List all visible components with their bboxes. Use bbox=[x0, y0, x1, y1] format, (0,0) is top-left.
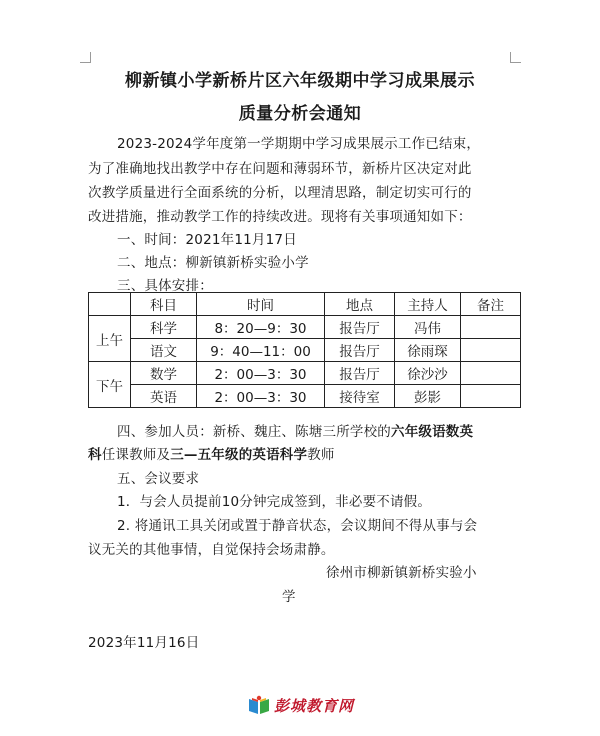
requirements-heading: 五、会议要求 bbox=[117, 471, 200, 487]
table-row bbox=[89, 339, 521, 362]
cell-note bbox=[461, 385, 521, 408]
watermark-logo bbox=[248, 694, 354, 716]
header-period bbox=[89, 293, 131, 316]
cell-note bbox=[461, 362, 521, 385]
signature-org-line2: 学 bbox=[282, 589, 296, 605]
item-time: 一、时间：2021年11月17日 bbox=[117, 232, 297, 248]
cell-place: 报告厅 bbox=[325, 339, 395, 362]
notice-title-line2: 质量分析会通知 bbox=[238, 104, 362, 124]
participants-bold-subject: 科 bbox=[88, 447, 102, 463]
cell-host: 冯伟 bbox=[395, 316, 461, 339]
item-arrangement: 三、具体安排： bbox=[117, 278, 213, 294]
cell-subject: 英语 bbox=[131, 385, 197, 408]
requirement-2-line1: 2. 将通讯工具关闭或置于静音状态，会议期间不得从事与会 bbox=[117, 518, 478, 534]
table-row bbox=[89, 316, 521, 339]
watermark-text: 彭城教育网 bbox=[274, 696, 355, 715]
cell-time: 9：40—11：00 bbox=[197, 339, 325, 362]
header-place: 地点 bbox=[325, 293, 395, 316]
header-host: 主持人 bbox=[395, 293, 461, 316]
notice-title-line1: 柳新镇小学新桥片区六年级期中学习成果展示 bbox=[125, 71, 475, 91]
cell-place: 报告厅 bbox=[325, 316, 395, 339]
intro-line3: 次教学质量进行全面系统的分析，以理清思路，制定切实可行的 bbox=[88, 185, 472, 201]
cell-subject: 语文 bbox=[131, 339, 197, 362]
participants-label: 四、参加人员：新桥、魏庄、陈塘三所学校的 bbox=[117, 424, 391, 440]
cell-subject: 科学 bbox=[131, 316, 197, 339]
signature-org-line1: 徐州市柳新镇新桥实验小 bbox=[326, 565, 477, 581]
requirement-2-line2: 议无关的其他事情，自觉保持会场肃静。 bbox=[88, 542, 335, 558]
cell-note bbox=[461, 316, 521, 339]
header-subject: 科目 bbox=[131, 293, 197, 316]
cell-host: 彭影 bbox=[395, 385, 461, 408]
participants-mid: 任课教师及 bbox=[101, 447, 171, 463]
table-row bbox=[89, 362, 521, 385]
participants-bold-grades: 三—五年级的英语科学 bbox=[170, 447, 308, 463]
intro-line1: 2023-2024学年度第一学期期中学习成果展示工作已结束， bbox=[117, 136, 481, 152]
period-afternoon: 下午 bbox=[89, 362, 131, 408]
cell-subject: 数学 bbox=[131, 362, 197, 385]
table-row bbox=[89, 385, 521, 408]
participants-bold-grade: 六年级语数英 bbox=[391, 424, 474, 440]
cell-time: 8：20—9：30 bbox=[197, 316, 325, 339]
intro-line4: 改进措施，推动教学工作的持续改进。现将有关事项通知如下： bbox=[88, 209, 472, 225]
cell-time: 2：00—3：30 bbox=[197, 385, 325, 408]
signature-date: 2023年11月16日 bbox=[88, 635, 200, 651]
book-icon bbox=[248, 695, 270, 715]
item-place: 二、地点：柳新镇新桥实验小学 bbox=[117, 255, 309, 271]
cell-host: 徐雨琛 bbox=[395, 339, 461, 362]
participants-end: 教师 bbox=[307, 447, 335, 463]
table-header-row bbox=[89, 293, 521, 316]
period-morning: 上午 bbox=[89, 316, 131, 362]
crop-mark-top-left bbox=[80, 52, 91, 63]
cell-host: 徐沙沙 bbox=[395, 362, 461, 385]
intro-line2: 为了准确地找出教学中存在问题和薄弱环节，新桥片区决定对此 bbox=[88, 161, 472, 177]
participants-line2 bbox=[88, 443, 335, 463]
requirement-1: 1．与会人员提前10分钟完成签到，非必要不请假。 bbox=[117, 494, 432, 510]
schedule-table bbox=[88, 292, 521, 408]
cell-time: 2：00—3：30 bbox=[197, 362, 325, 385]
participants-line1 bbox=[117, 420, 473, 440]
header-time: 时间 bbox=[197, 293, 325, 316]
cell-note bbox=[461, 339, 521, 362]
cell-place: 接待室 bbox=[325, 385, 395, 408]
header-note: 备注 bbox=[461, 293, 521, 316]
cell-place: 报告厅 bbox=[325, 362, 395, 385]
crop-mark-top-right bbox=[510, 52, 521, 63]
